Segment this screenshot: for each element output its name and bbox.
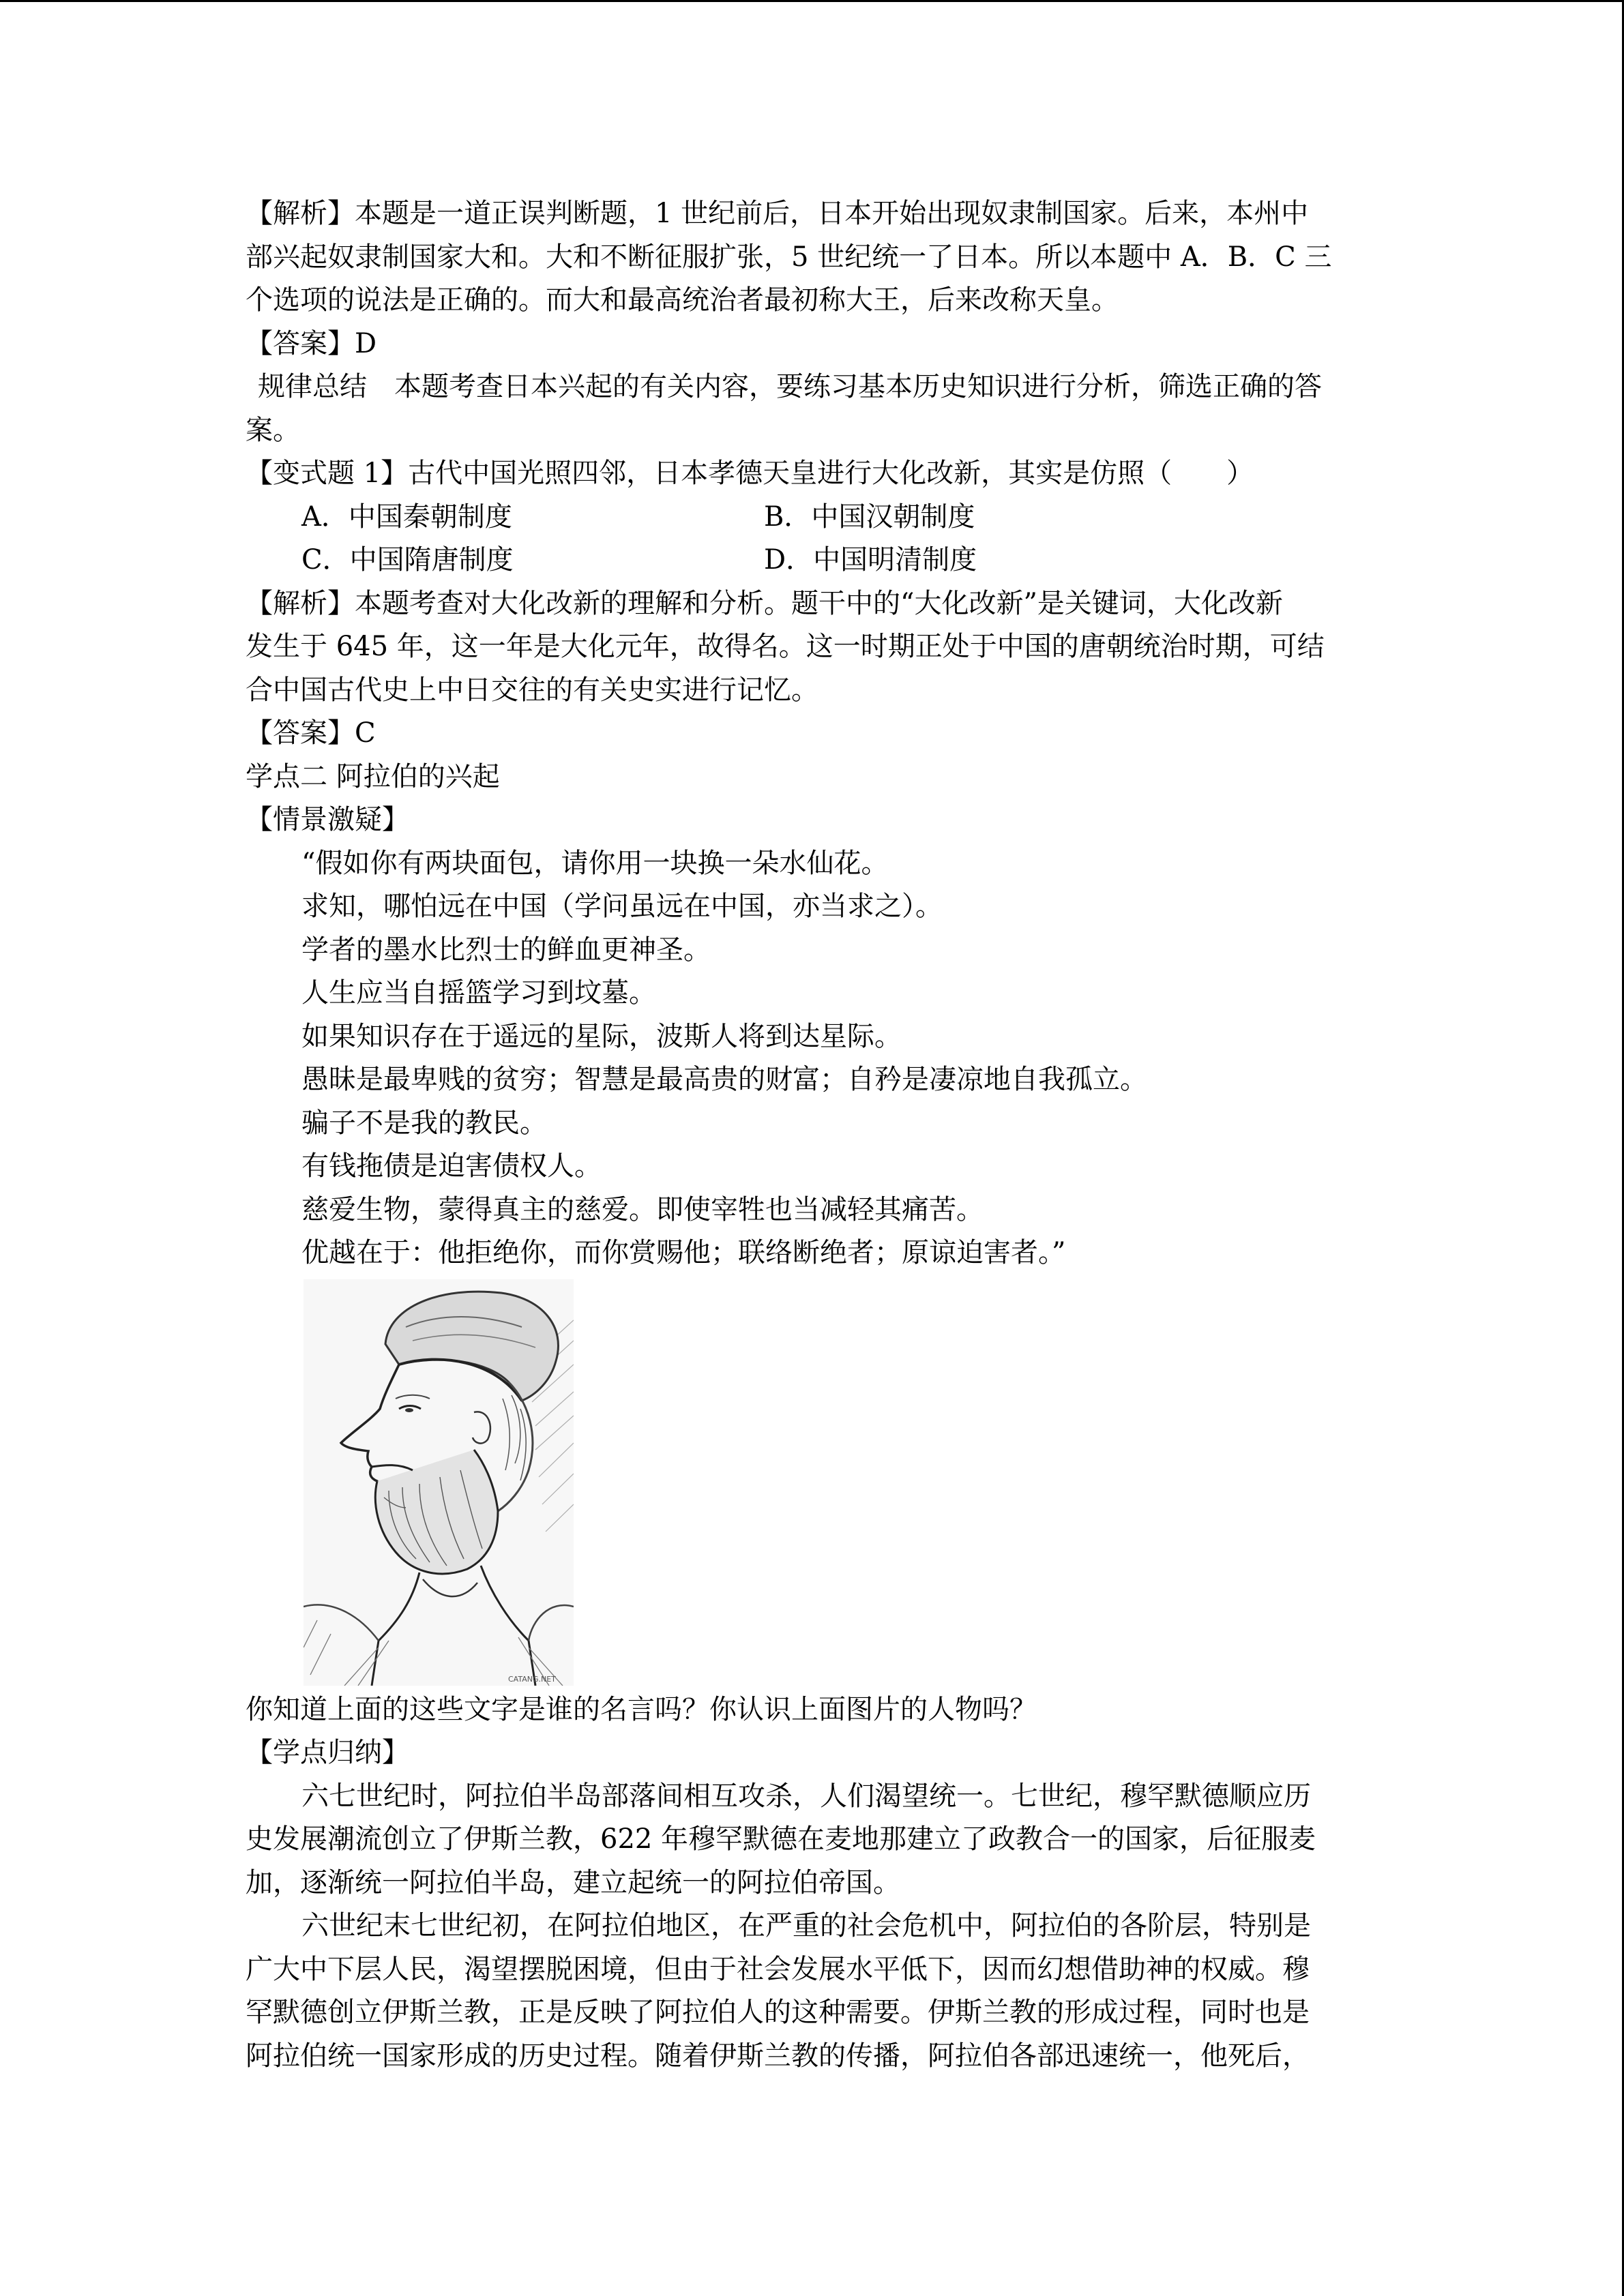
paragraph-2-line-2: 广大中下层人民，渴望摆脱困境，但由于社会发展水平低下，因而幻想借助神的权威。穆 [246, 1953, 1310, 1985]
portrait-watermark: CATANG.NET [508, 1674, 556, 1684]
page-border-top [0, 0, 1624, 2]
paragraph-1-line-3: 加，逐渐统一阿拉伯半岛，建立起统一的阿拉伯帝国。 [246, 1866, 900, 1898]
analysis-2-line-2: 发生于 645 年，这一年是大化元年，故得名。这一时期正处于中国的唐朝统治时期，可结 [246, 631, 1325, 662]
rule-summary-line-2: 案。 [246, 414, 300, 446]
summary-label: 【学点归纳】 [246, 1737, 409, 1768]
option-c: C．中国隋唐制度 [301, 544, 514, 576]
analysis-1-line-1: 【解析】本题是一道正误判断题，1 世纪前后，日本开始出现奴隶制国家。后来，本州中 [246, 198, 1309, 229]
paragraph-1-line-1: 六七世纪时，阿拉伯半岛部落间相互攻杀，人们渴望统一。七世纪，穆罕默德顺应历 [301, 1780, 1311, 1812]
option-d: D．中国明清制度 [764, 544, 977, 576]
quote-line: 优越在于：他拒绝你，而你赏赐他；联络断绝者；原谅迫害者。” [301, 1237, 1066, 1268]
quote-line: 如果知识存在于遥远的星际，波斯人将到达星际。 [301, 1020, 902, 1052]
quote-line: 有钱拖债是迫害债权人。 [301, 1150, 602, 1182]
analysis-1-line-2: 部兴起奴隶制国家大和。大和不断征服扩张，5 世纪统一了日本。所以本题中 A．B．C 三 [246, 241, 1332, 273]
paragraph-2-line-1: 六世纪末七世纪初，在阿拉伯地区，在严重的社会危机中，阿拉伯的各阶层，特别是 [301, 1910, 1311, 1941]
analysis-2-line-3: 合中国古代史上中日交往的有关史实进行记忆。 [246, 674, 818, 706]
analysis-1-line-3: 个选项的说法是正确的。而大和最高统治者最初称大王，后来改称天皇。 [246, 284, 1119, 316]
paragraph-2-line-3: 罕默德创立伊斯兰教，正是反映了阿拉伯人的这种需要。伊斯兰教的形成过程，同时也是 [246, 1997, 1310, 2028]
answer-1: 【答案】D [246, 327, 377, 359]
paragraph-2-line-4: 阿拉伯统一国家形成的历史过程。随着伊斯兰教的传播，阿拉伯各部迅速统一，他死后， [246, 2040, 1310, 2072]
quote-line: 求知，哪怕远在中国（学问虽远在中国，亦当求之）。 [301, 891, 943, 922]
options-row-2 [246, 539, 1381, 582]
variant-question-1: 【变式题 1】古代中国光照四邻，日本孝德天皇进行大化改新，其实是仿照（ ） [246, 458, 1254, 489]
option-b: B．中国汉朝制度 [764, 501, 975, 533]
rule-summary-line-1: 规律总结 本题考查日本兴起的有关内容，要练习基本历史知识进行分析，筛选正确的答 [258, 371, 1322, 402]
portrait-image [304, 1279, 574, 1686]
quote-line: 愚昧是最卑贱的贫穷；智慧是最高贵的财富；自矜是凄凉地自我孤立。 [301, 1064, 1147, 1095]
analysis-2-line-1: 【解析】本题考查对大化改新的理解和分析。题干中的“大化改新”是关键词，大化改新 [246, 587, 1283, 619]
question-after-image: 你知道上面的这些文字是谁的名言吗？你认识上面图片的人物吗？ [246, 1693, 1037, 1725]
scene-label: 【情景激疑】 [246, 804, 409, 835]
answer-2: 【答案】C [246, 717, 376, 749]
quote-line: 人生应当自摇篮学习到坟墓。 [301, 977, 656, 1009]
portrait-figure [246, 1279, 1381, 1686]
quote-line: 学者的墨水比烈士的鲜血更神圣。 [301, 934, 711, 966]
section-title: 学点二 阿拉伯的兴起 [246, 760, 500, 792]
quote-line: 骗子不是我的教民。 [301, 1107, 547, 1139]
options-row-1 [246, 496, 1381, 539]
option-a: A．中国秦朝制度 [301, 501, 512, 533]
paragraph-1-line-2: 史发展潮流创立了伊斯兰教，622 年穆罕默德在麦地那建立了政教合一的国家，后征服麦 [246, 1823, 1316, 1855]
quote-line: “假如你有两块面包，请你用一块换一朵水仙花。 [301, 847, 889, 879]
document-body [246, 192, 1381, 2078]
quote-line: 慈爱生物，蒙得真主的慈爱。即使宰牲也当减轻其痛苦。 [301, 1193, 984, 1225]
